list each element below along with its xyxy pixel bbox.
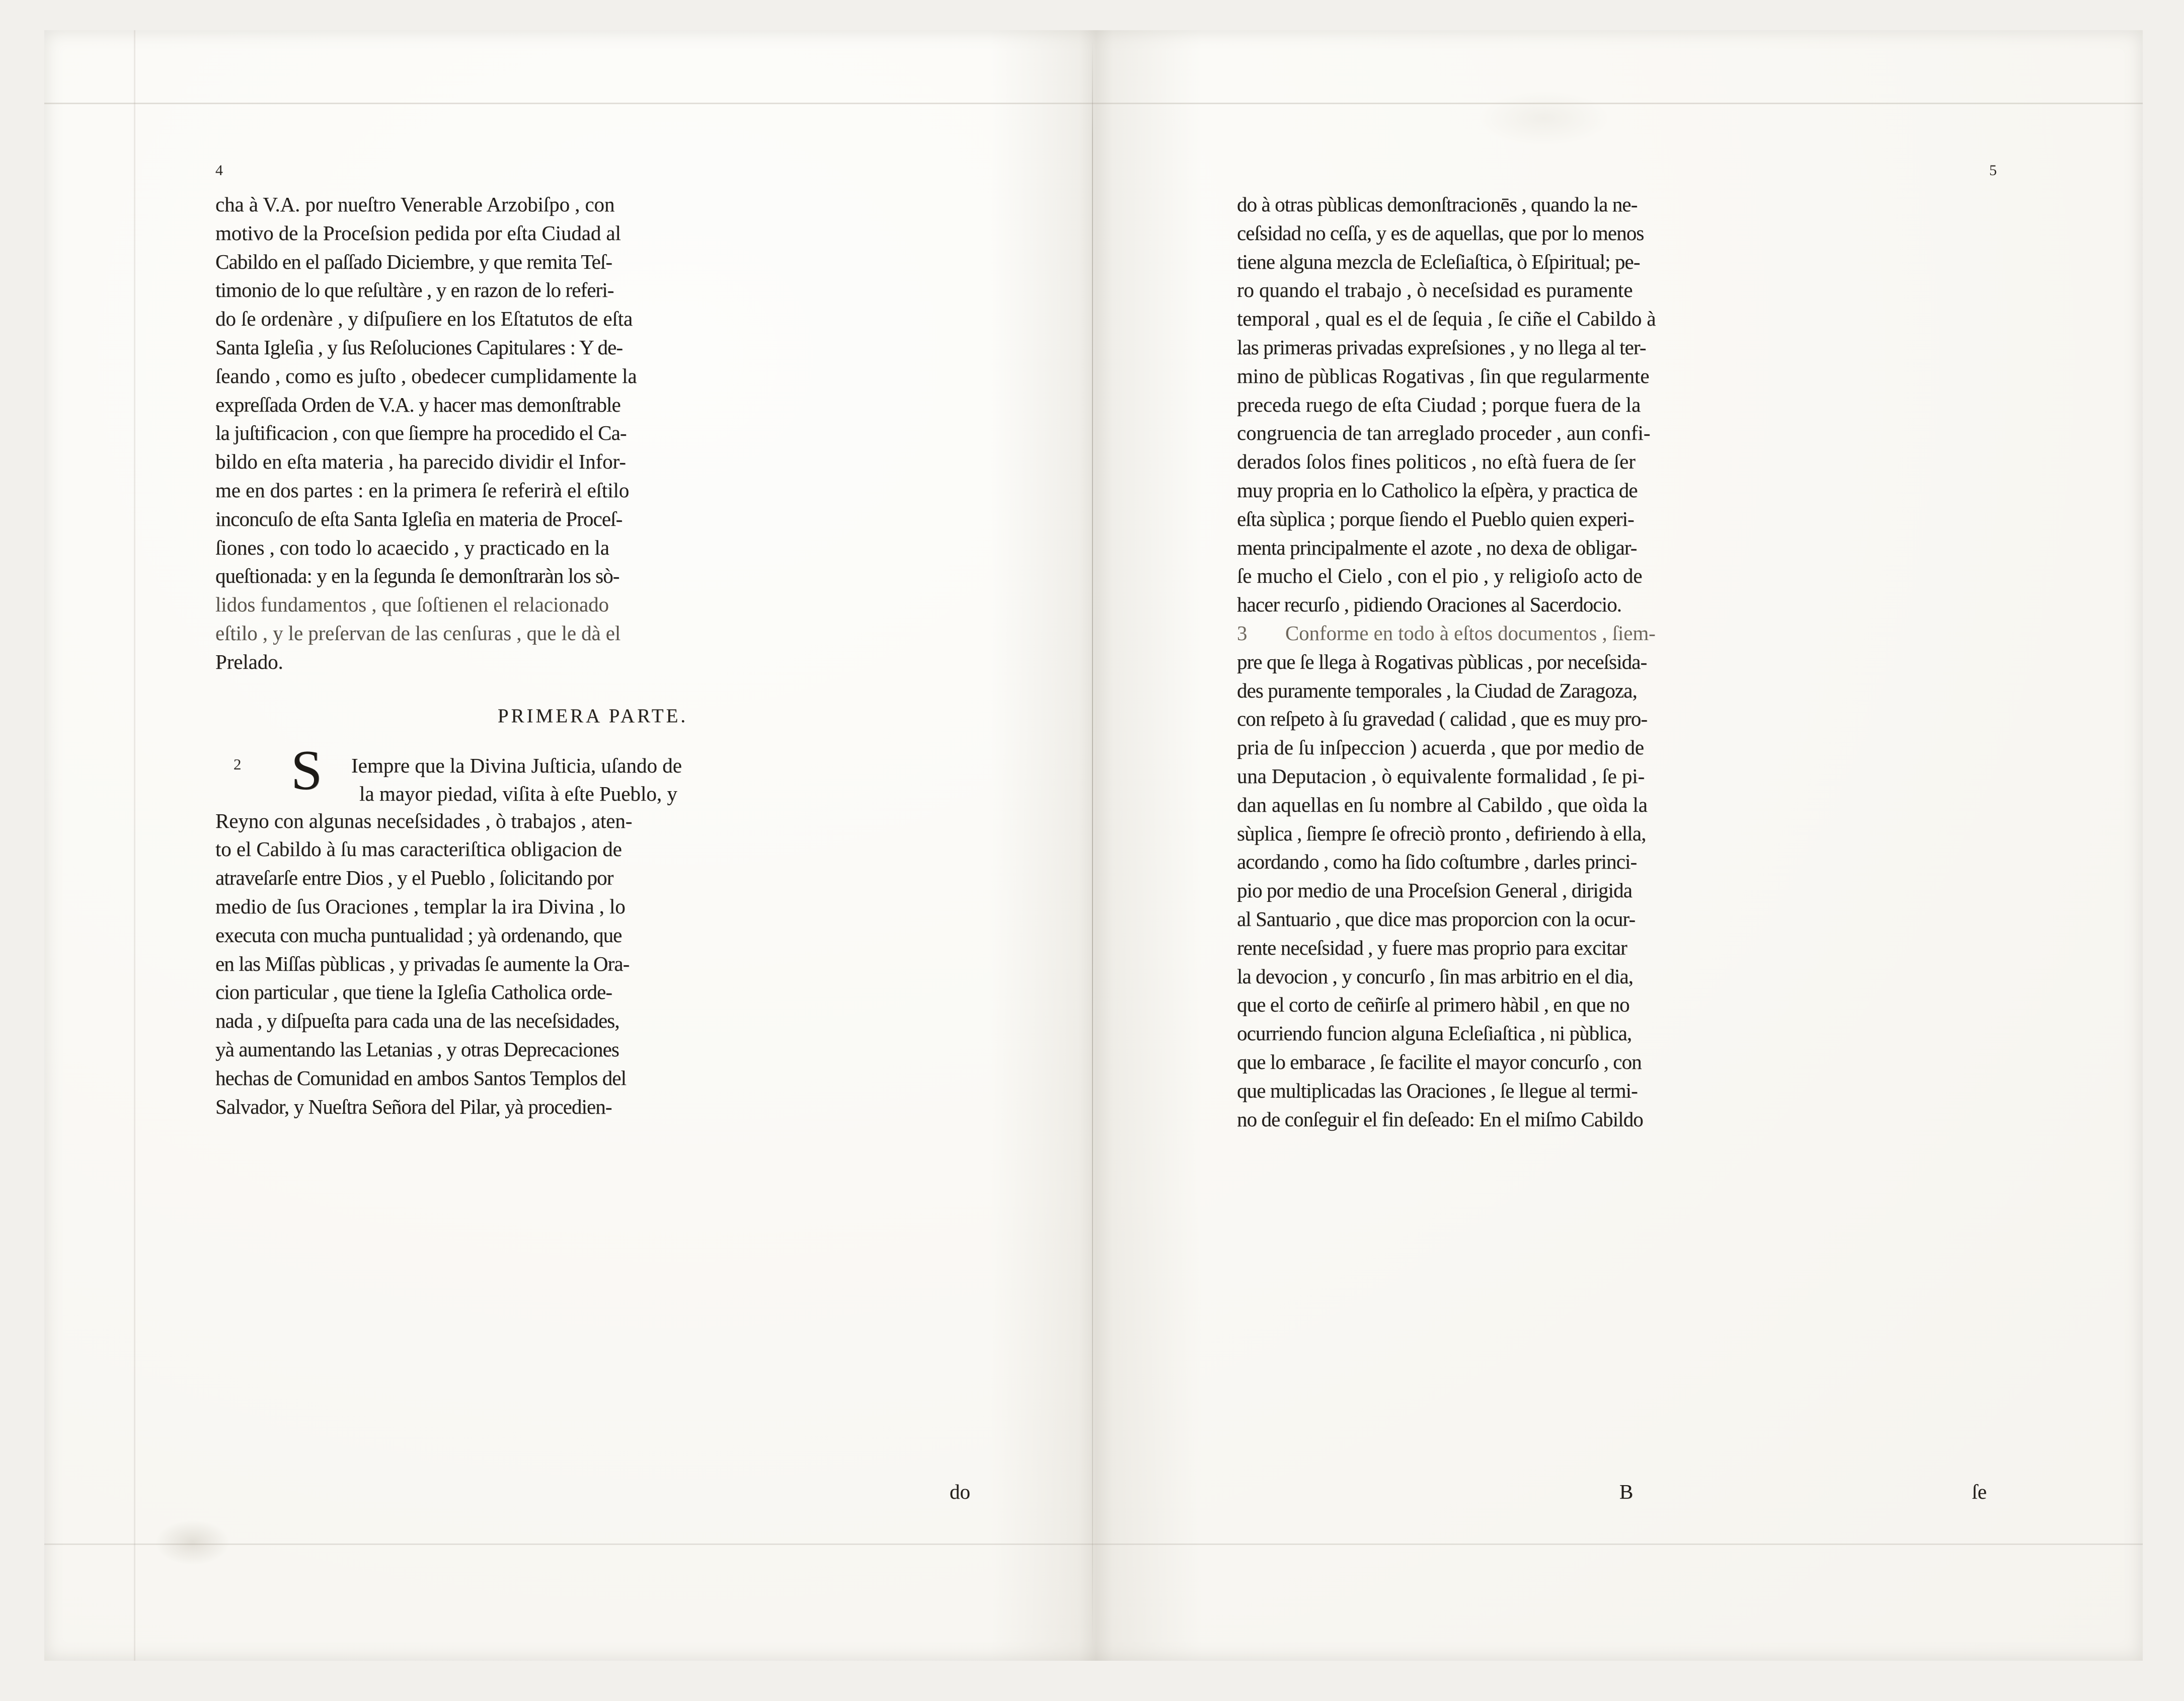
- text-line: pio por medio de una Proceſsion General , dirigida: [1237, 879, 1632, 902]
- text-line: eſtilo , y le preſervan de las cenſuras , que le dà el: [215, 621, 621, 645]
- text-line: medio de ſus Oraciones , templar la ira Divina , lo: [215, 894, 626, 918]
- text-line: pria de ſu inſpeccion ) acuerda , que por medio de: [1237, 736, 1644, 759]
- text-line: Santa Igleſia , y ſus Reſoluciones Capitulares : Y de-: [215, 335, 623, 359]
- text-line: timonio de lo que reſultàre , y en razon de lo referi-: [215, 278, 614, 302]
- text-line: ceſsidad no ceſſa, y es de aquellas, que por lo menos: [1237, 221, 1644, 245]
- paragraph-number: 3: [1237, 621, 1247, 645]
- text-line: ſe mucho el Cielo , con el pio , y religioſo acto de: [1237, 564, 1643, 588]
- text-line: motivo de la Proceſsion pedida por eſta Ciudad al: [215, 221, 621, 245]
- paragraph-3-first-line: [1237, 619, 2002, 648]
- text-line: lidos fundamentos , que ſoſtienen el relacionado: [215, 593, 609, 616]
- signature-mark: B: [1619, 1480, 1633, 1503]
- text-line: una Deputacion , ò equivalente formalidad , ſe pi-: [1237, 764, 1645, 788]
- text-line: que multiplicadas las Oraciones , ſe llegue al termi-: [1237, 1078, 1637, 1102]
- text-line: Conforme en todo à eſtos documentos , ſiem-: [1285, 621, 1656, 645]
- text-line: do à otras pùblicas demonſtracionēs , quando la ne-: [1237, 193, 1637, 216]
- catchword-left: do: [950, 1480, 970, 1503]
- text-line: congruencia de tan arreglado proceder , aun confi-: [1237, 421, 1651, 445]
- gutter-shadow: [990, 30, 1202, 1661]
- text-line: do ſe ordenàre , y diſpuſiere en los Eſtatutos de eſta: [215, 307, 633, 331]
- text-line: ro quando el trabajo , ò neceſsidad es puramente: [1237, 278, 1633, 302]
- center-fold-line: [1092, 39, 1093, 1650]
- text-line: Reyno con algunas neceſsidades , ò trabajos , aten-: [215, 809, 633, 832]
- text-line: que lo embarace , ſe facilite el mayor concurſo , con: [1237, 1050, 1642, 1073]
- paper-edge-bottom: [44, 1543, 2143, 1545]
- text-line: en las Miſſas pùblicas , y privadas ſe aumente la Ora-: [215, 952, 630, 975]
- text-line: to el Cabildo à ſu mas caracteriſtica obligacion de: [215, 837, 622, 861]
- text-line: rente neceſsidad , y fuere mas proprio para excitar: [1237, 936, 1627, 959]
- text-line: al Santuario , que dice mas proporcion con la ocur-: [1237, 907, 1635, 931]
- text-line: expreſſada Orden de V.A. y hacer mas demonſtrable: [215, 393, 620, 416]
- text-line: hacer recurſo , pidiendo Oraciones al Sacerdocio.: [1237, 593, 1622, 616]
- text-line: hechas de Comunidad en ambos Santos Templos del: [215, 1066, 627, 1090]
- text-line: tiene alguna mezcla de Ecleſiaſtica, ò Eſpiritual; pe-: [1237, 250, 1640, 273]
- paper-edge-top: [44, 103, 2143, 104]
- text-line: que el corto de ceñirſe al primero hàbil , en que no: [1237, 993, 1629, 1017]
- text-line: eſta sùplica ; porque ſiendo el Pueblo quien experi-: [1237, 507, 1634, 530]
- text-line: nada , y diſpueſta para cada una de las neceſsidades,: [215, 1009, 619, 1033]
- text-line: queſtionada: y en la ſegunda ſe demonſtraràn los sò-: [215, 564, 619, 588]
- left-page-textblock: [215, 190, 970, 1121]
- paragraph-2-opening: [215, 739, 970, 807]
- drop-cap-s: S: [291, 739, 323, 802]
- catchword-right: ſe: [1972, 1480, 1987, 1503]
- paper-sheet: [44, 30, 2143, 1661]
- text-line: mino de pùblicas Rogativas , ſin que regularmente: [1237, 364, 1650, 388]
- text-line: las primeras privadas expreſsiones , y no llega al ter-: [1237, 335, 1646, 359]
- text-line: bildo en eſta materia , ha parecido dividir el Infor-: [215, 450, 626, 474]
- right-page-textblock: [1237, 190, 2002, 1133]
- text-line: no de conſeguir el fin deſeado: En el miſmo Cabildo: [1237, 1107, 1643, 1131]
- text-line: cion particular , que tiene la Igleſia Catholica orde-: [215, 980, 612, 1004]
- text-line: inconcuſo de eſta Santa Igleſia en materia de Proceſ-: [215, 507, 622, 530]
- text-line: Iempre que la Divina Juſticia, uſando de: [351, 753, 682, 777]
- text-line: derados ſolos fines politicos , no eſtà fuera de ſer: [1237, 450, 1635, 474]
- text-line: ſiones , con todo lo acaecido , y practicado en la: [215, 535, 609, 559]
- signature-row: [1237, 1480, 2002, 1504]
- text-line: preceda ruego de eſta Ciudad ; porque fuera de la: [1237, 393, 1641, 416]
- text-line: ſeando , como es juſto , obedecer cumplidamente la: [215, 364, 637, 388]
- text-line: des puramente temporales , la Ciudad de Zaragoza,: [1237, 678, 1637, 702]
- paper-edge-left: [134, 30, 135, 1661]
- text-line: acordando , como ha ſido coſtumbre , darles princi-: [1237, 850, 1637, 874]
- folio-number-right: 5: [1989, 162, 1997, 179]
- text-line: la mayor piedad, viſita à eſte Pueblo, y: [359, 782, 677, 805]
- text-line: atraveſarſe entre Dios , y el Pueblo , ſolicitando por: [215, 866, 613, 890]
- text-line: temporal , qual es el de ſequia , ſe ciñe el Cabildo à: [1237, 307, 1656, 331]
- text-line: yà aumentando las Letanias , y otras Deprecaciones: [215, 1037, 619, 1061]
- text-line: Cabildo en el paſſado Diciembre, y que remita Teſ-: [215, 250, 612, 273]
- text-line: la devocion , y concurſo , ſin mas arbitrio en el dia,: [1237, 964, 1633, 988]
- text-line: pre que ſe llega à Rogativas pùblicas , por neceſsida-: [1237, 650, 1647, 673]
- text-line: me en dos partes : en la primera ſe referirà el eſtilo: [215, 478, 630, 502]
- folio-number-left: 4: [215, 162, 223, 179]
- text-line: cha à V.A. por nueſtro Venerable Arzobiſpo , con: [215, 193, 615, 216]
- paper-stain: [155, 1520, 230, 1565]
- section-heading-primera-parte: PRIMERA PARTE.: [497, 705, 688, 727]
- paper-stain: [1478, 91, 1609, 146]
- text-line: dan aquellas en ſu nombre al Cabildo , que oìda la: [1237, 793, 1648, 816]
- text-line: sùplica , ſiempre ſe ofreciò pronto , defiriendo à ella,: [1237, 821, 1646, 845]
- text-line: con reſpeto à ſu gravedad ( calidad , que es muy pro-: [1237, 707, 1648, 731]
- text-line: muy propria en lo Catholico la eſpèra, y practica de: [1237, 478, 1637, 502]
- paragraph-number: 2: [233, 755, 242, 773]
- text-line: menta principalmente el azote , no dexa de obligar-: [1237, 535, 1637, 559]
- text-line: Salvador, y Nueſtra Señora del Pilar, yà procedien-: [215, 1095, 612, 1118]
- text-line: ocurriendo funcion alguna Ecleſiaſtica , ni pùblica,: [1237, 1022, 1632, 1045]
- text-line: la juſtificacion , con que ſiempre ha procedido el Ca-: [215, 421, 627, 445]
- text-line: executa con mucha puntualidad ; yà ordenando, que: [215, 923, 622, 947]
- text-line: Prelado.: [215, 650, 283, 673]
